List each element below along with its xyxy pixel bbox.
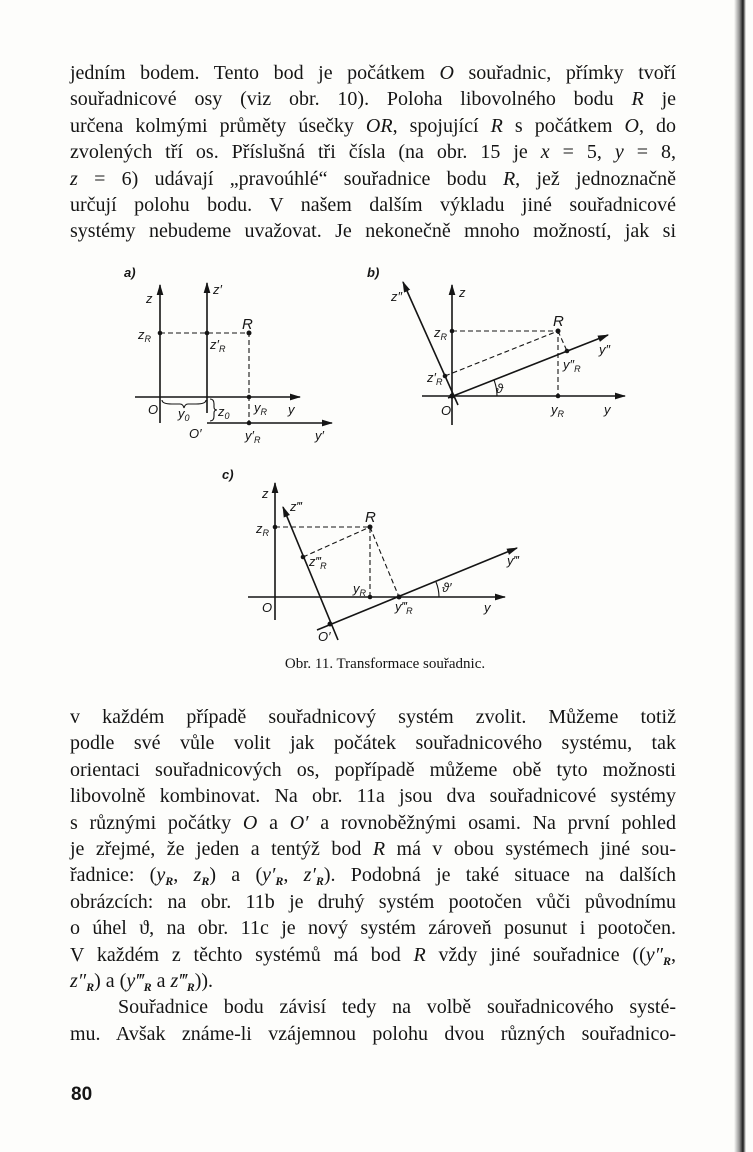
math-subscript: R: [315, 874, 324, 889]
text-run: = 8,: [623, 141, 676, 164]
figure-c-label: c): [222, 467, 234, 482]
text-run: zvolených tří os. Příslušná tři čísla (na obr. 15 je: [70, 141, 541, 164]
text-run: o úhel ϑ, na obr. 11c je nový systém zároveň posunut i pootočen.: [70, 917, 676, 940]
z0-brace: [210, 399, 217, 421]
origin-o-label: O: [262, 600, 273, 615]
text-run: Souřadnice bodu závisí tedy na volbě souřadnicového systé-: [118, 996, 676, 1019]
math-subscript: R: [165, 874, 174, 889]
origin-o-label: O: [148, 402, 159, 417]
text-run: souřadnic, přímky tvoří: [453, 62, 676, 84]
yr-prime-label: $y'_R$: [245, 428, 261, 445]
y0-label: $y_0$: [178, 406, 190, 423]
text-run: souřadnicové osy (viz obr. 10). Poloha libovolného bodu: [70, 88, 632, 111]
figure-c: [222, 467, 520, 644]
text-line: [70, 757, 676, 783]
text-run: ,: [283, 864, 304, 887]
math-symbol: z′: [303, 864, 316, 887]
math-subscript: R: [201, 874, 210, 889]
text-run: obrázcích: na obr. 11b je druhý systém pootočen vůči původnímu: [70, 890, 676, 913]
text-run: libovolně kombinovat. Na obr. 11a jsou dva souřadnicové systémy: [70, 785, 676, 808]
text-run: s různými počátky: [70, 811, 243, 834]
text-run: určena kolmými průměty úsečky: [70, 114, 366, 137]
text-line: [70, 942, 676, 968]
z-triple-prime-label: z‴: [290, 499, 302, 514]
points: [273, 525, 402, 627]
text-run: a: [151, 969, 171, 992]
math-symbol: R: [413, 943, 426, 966]
math-symbol: y: [614, 141, 624, 164]
figure-b: [367, 265, 625, 425]
math-symbol: O: [624, 114, 639, 137]
y-prime-label: y′: [315, 428, 324, 443]
math-symbol: x: [540, 141, 550, 164]
text-run: ) a (: [94, 969, 127, 992]
math-subscript: R: [86, 979, 95, 994]
text-run: mu. Avšak známe-li vzájemnou polohu dvou různých souřadnico-: [70, 1022, 676, 1045]
math-symbol: y‴: [126, 969, 144, 992]
text-run: ) a (: [209, 864, 263, 887]
projection-lines: [445, 331, 567, 396]
y-label: y: [604, 402, 611, 417]
text-run: , jež jednoznačně: [515, 167, 676, 190]
math-symbol: z: [70, 167, 78, 190]
zr-label: $z_R$: [434, 325, 447, 342]
text-line: [70, 968, 676, 994]
text-run: systémy nebudeme uvažovat. Je nekonečně mnoho možností, jak si: [70, 220, 676, 243]
text-line: [70, 1021, 676, 1047]
text-run: je: [643, 88, 677, 111]
figure-a: [124, 265, 332, 445]
zr-label: $z_R$: [256, 521, 269, 538]
text-line: [70, 783, 676, 809]
text-run: s počátkem: [502, 114, 625, 137]
text-run: určují polohu bodu. V našem dalším výkladu jiné souřadnicové: [70, 193, 676, 216]
yr-label: $y_R$: [551, 402, 564, 419]
y-label: y: [288, 402, 295, 417]
math-subscript: R: [662, 953, 671, 968]
text-run: v každém případě souřadnicový systém zvolit. Můžeme totiž: [70, 706, 676, 728]
z-label: z: [459, 285, 466, 300]
math-symbol: O′: [289, 811, 309, 834]
text-line: [70, 994, 676, 1020]
theta-prime-label: ϑ′: [442, 580, 452, 595]
angle-arc: [436, 582, 439, 597]
math-symbol: O: [439, 62, 454, 84]
text-run: )).: [194, 969, 214, 992]
zr-prime-label: $z'_R$: [427, 370, 443, 387]
origin-o-prime-label: O′: [189, 426, 202, 441]
text-run: a rovnoběžnými osami. Na první pohled: [308, 811, 676, 834]
point-r-label: R: [365, 509, 376, 526]
math-symbol: R: [502, 167, 516, 190]
points: [443, 329, 570, 399]
math-symbol: z‴: [170, 969, 187, 992]
math-subscript: R: [143, 979, 152, 994]
math-symbol: z: [193, 864, 202, 887]
text-line: [70, 862, 676, 888]
page-number: 80: [71, 1084, 93, 1105]
text-run: vždy jiné souřadnice ((: [425, 943, 646, 966]
text-line: [70, 730, 676, 756]
text-line: [70, 915, 676, 941]
points: [158, 331, 252, 426]
origin-o-prime-label: O′: [318, 629, 331, 644]
yr-triple-prime-label: $y‴_R$: [395, 599, 413, 616]
projection-lines: [160, 333, 249, 423]
math-symbol: R: [372, 837, 386, 860]
text-run: = 6) udávají „pravoúhlé“ souřadnice bodu: [77, 167, 503, 190]
z-prime-label: z′: [213, 282, 222, 297]
theta-label: ϑ: [496, 381, 504, 396]
figure-caption: Obr. 11. Transformace souřadnic.: [284, 656, 486, 672]
zr-label: $z_R$: [138, 327, 151, 344]
math-symbol: y″: [645, 943, 663, 966]
text-run: , spojující: [392, 114, 491, 137]
y-double-prime-axis: [448, 335, 608, 398]
figure-b-label: b): [367, 265, 380, 280]
text-line: [70, 810, 676, 836]
text-run: ,: [670, 943, 676, 966]
y-label: y: [484, 600, 491, 615]
z-label: z: [262, 486, 269, 501]
bottom-paragraph: [70, 704, 676, 1047]
origin-o-label: O: [441, 403, 452, 418]
text-run: řadnice: (: [70, 864, 157, 887]
z-double-prime-label: z″: [391, 289, 403, 304]
text-run: je zřejmé, že jeden a tentýž bod: [70, 837, 373, 860]
math-symbol: O: [242, 811, 258, 834]
math-symbol: z″: [70, 969, 87, 992]
z0-label: $z_0$: [218, 404, 230, 421]
text-run: podle své vůle volit jak počátek souřadnicového systému, tak: [70, 732, 676, 755]
point-r-label: R: [242, 316, 253, 333]
text-line: [70, 704, 676, 730]
text-run: jedním bodem. Tento bod je počátkem: [70, 62, 440, 84]
text-run: , do: [638, 114, 677, 137]
math-symbol: R: [631, 88, 644, 111]
text-run: ,: [173, 864, 194, 887]
y-double-prime-label: y″: [599, 342, 611, 357]
text-run: má v obou systémech jiné sou-: [385, 837, 676, 860]
yr-label: $y_R$: [254, 400, 267, 417]
math-symbol: y′: [262, 864, 276, 887]
text-run: a: [257, 811, 290, 834]
math-subscript: R: [186, 979, 195, 994]
point-r-label: R: [553, 313, 564, 330]
projection-lines: [275, 527, 399, 597]
text-run: ). Podobná je také situace na dalších: [323, 864, 676, 887]
math-symbol: R: [490, 114, 503, 137]
text-run: V každém z těchto systémů má bod: [70, 943, 414, 966]
zr-prime-label: $z'_R$: [210, 337, 226, 354]
text-run: = 5,: [549, 141, 615, 164]
math-symbol: OR: [365, 114, 393, 137]
zr-triple-prime-label: $z‴_R$: [309, 554, 327, 571]
text-line: [70, 889, 676, 915]
text-line: [70, 836, 676, 862]
text-run: orientaci souřadnicových os, popřípadě můžeme obě tyto možnosti: [70, 758, 676, 781]
yr-label: $y_R$: [353, 581, 366, 598]
z-double-prime-axis: [403, 282, 458, 405]
y-triple-prime-label: y‴: [507, 553, 519, 568]
z-label: z: [146, 291, 153, 306]
math-subscript: R: [275, 874, 284, 889]
y-triple-prime-axis: [317, 548, 517, 630]
figure-a-label: a): [124, 265, 136, 280]
yr-double-prime-label: $y''_R$: [563, 357, 581, 374]
math-symbol: y: [156, 864, 166, 887]
